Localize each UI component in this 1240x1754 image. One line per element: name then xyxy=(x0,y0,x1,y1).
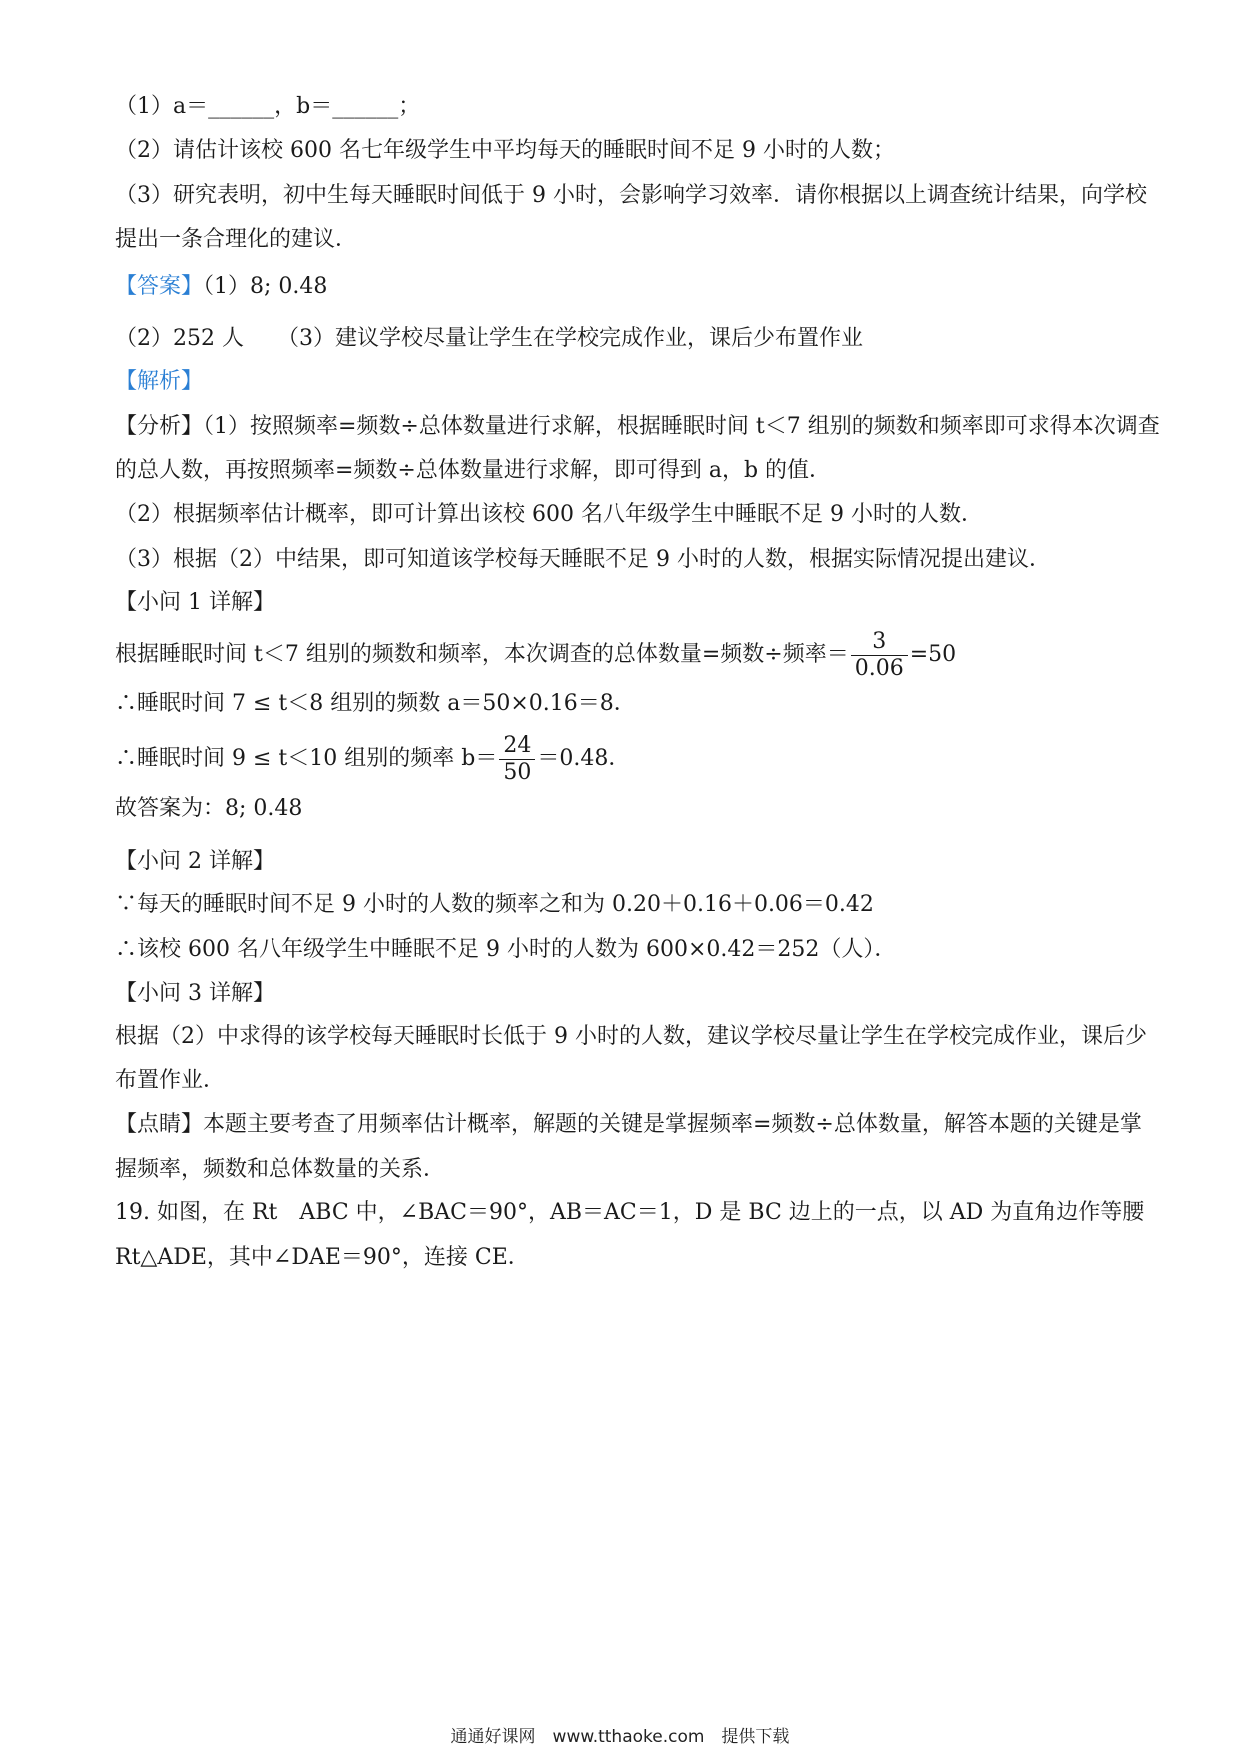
sub-question-1-answer: 故答案为：8; 0.48 xyxy=(115,796,303,821)
sub-question-3-title: 【小问 3 详解】 xyxy=(115,981,275,1006)
analysis-tag-line xyxy=(115,367,1135,397)
question-19-line-1: 19. 如图，在 Rt ABC 中，∠BAC＝90°，AB＝AC＝1，D 是 BC 边上的一点，以 AD 为直角边作等腰 xyxy=(115,1200,1145,1225)
sub-question-1-line-3 xyxy=(115,724,1135,794)
fraction-24-over-50 xyxy=(499,733,535,786)
question-19-line-2: Rt△ADE，其中∠DAE＝90°，连接 CE． xyxy=(115,1245,530,1270)
fraction-3-over-0-06 xyxy=(851,629,908,682)
sub-question-1-title: 【小问 1 详解】 xyxy=(115,590,275,615)
fraction-numerator: 24 xyxy=(503,732,532,758)
sub-question-3-line-2: 布置作业． xyxy=(115,1068,226,1093)
analysis-1-line-2: 的总人数，再按照频率=频数÷总体数量进行求解，即可得到 a，b 的值． xyxy=(115,458,832,483)
sub-question-1-line-2: ∴睡眠时间 7 ≤ t＜8 组别的频数 a＝50×0.16＝8． xyxy=(115,691,636,716)
sub-question-2-line-2: ∴该校 600 名八年级学生中睡眠不足 9 小时的人数为 600×0.42＝252（人）． xyxy=(115,937,897,962)
sub1-line1-prefix: 根据睡眠时间 t＜7 组别的频数和频率，本次调查的总体数量=频数÷频率＝ xyxy=(115,642,849,667)
answer-1: （1）8; 0.48 xyxy=(203,274,328,299)
question-1-blanks: （1）a＝______，b＝______； xyxy=(115,94,421,119)
sub1-line3-suffix: ＝0.48． xyxy=(537,746,631,771)
sub-question-2-title: 【小问 2 详解】 xyxy=(115,849,275,874)
question-3-line-1: （3）研究表明，初中生每天睡眠时间低于 9 小时，会影响学习效率．请你根据以上调查统计结果，向学校 xyxy=(115,183,1147,208)
sub-question-1-line-1 xyxy=(115,620,1135,690)
answer-tag: 【答案】 xyxy=(115,274,204,299)
answer-line-1 xyxy=(115,272,1135,302)
page-footer: 通通好课网 www.tthaoke.com 提供下载 xyxy=(450,1727,790,1747)
comment-line-1: 【点睛】本题主要考查了用频率估计概率，解题的关键是掌握频率=频数÷总体数量，解答本题的关键是掌 xyxy=(115,1112,1142,1137)
sub1-line1-suffix: =50 xyxy=(909,642,957,667)
analysis-3: （3）根据（2）中结果，即可知道该学校每天睡眠不足 9 小时的人数，根据实际情况提出建议． xyxy=(115,547,1051,572)
fraction-denominator: 50 xyxy=(499,759,535,786)
comment-line-2: 握频率，频数和总体数量的关系． xyxy=(115,1157,446,1182)
sub-question-2-line-1: ∵每天的睡眠时间不足 9 小时的人数的频率之和为 0.20＋0.16＋0.06＝0.42 xyxy=(115,892,874,917)
sub-question-3-line-1: 根据（2）中求得的该学校每天睡眠时长低于 9 小时的人数，建议学校尽量让学生在学校完成作业，课后少 xyxy=(115,1024,1147,1049)
answer-line-2: （2）252 人 （3）建议学校尽量让学生在学校完成作业，课后少布置作业 xyxy=(115,326,863,351)
question-2: （2）请估计该校 600 名七年级学生中平均每天的睡眠时间不足 9 小时的人数； xyxy=(115,138,895,163)
analysis-tag: 【解析】 xyxy=(115,369,204,394)
fraction-denominator: 0.06 xyxy=(851,655,908,682)
analysis-1-line-1: 【分析】（1）按照频率=频数÷总体数量进行求解，根据睡眠时间 t＜7 组别的频数和频率即可求得本次调查 xyxy=(115,414,1160,439)
analysis-2: （2）根据频率估计概率，即可计算出该校 600 名八年级学生中睡眠不足 9 小时的人数． xyxy=(115,502,983,527)
sub1-line3-prefix: ∴睡眠时间 9 ≤ t＜10 组别的频率 b＝ xyxy=(115,746,498,771)
fraction-numerator: 3 xyxy=(872,628,887,654)
question-3-line-2: 提出一条合理化的建议． xyxy=(115,227,358,252)
